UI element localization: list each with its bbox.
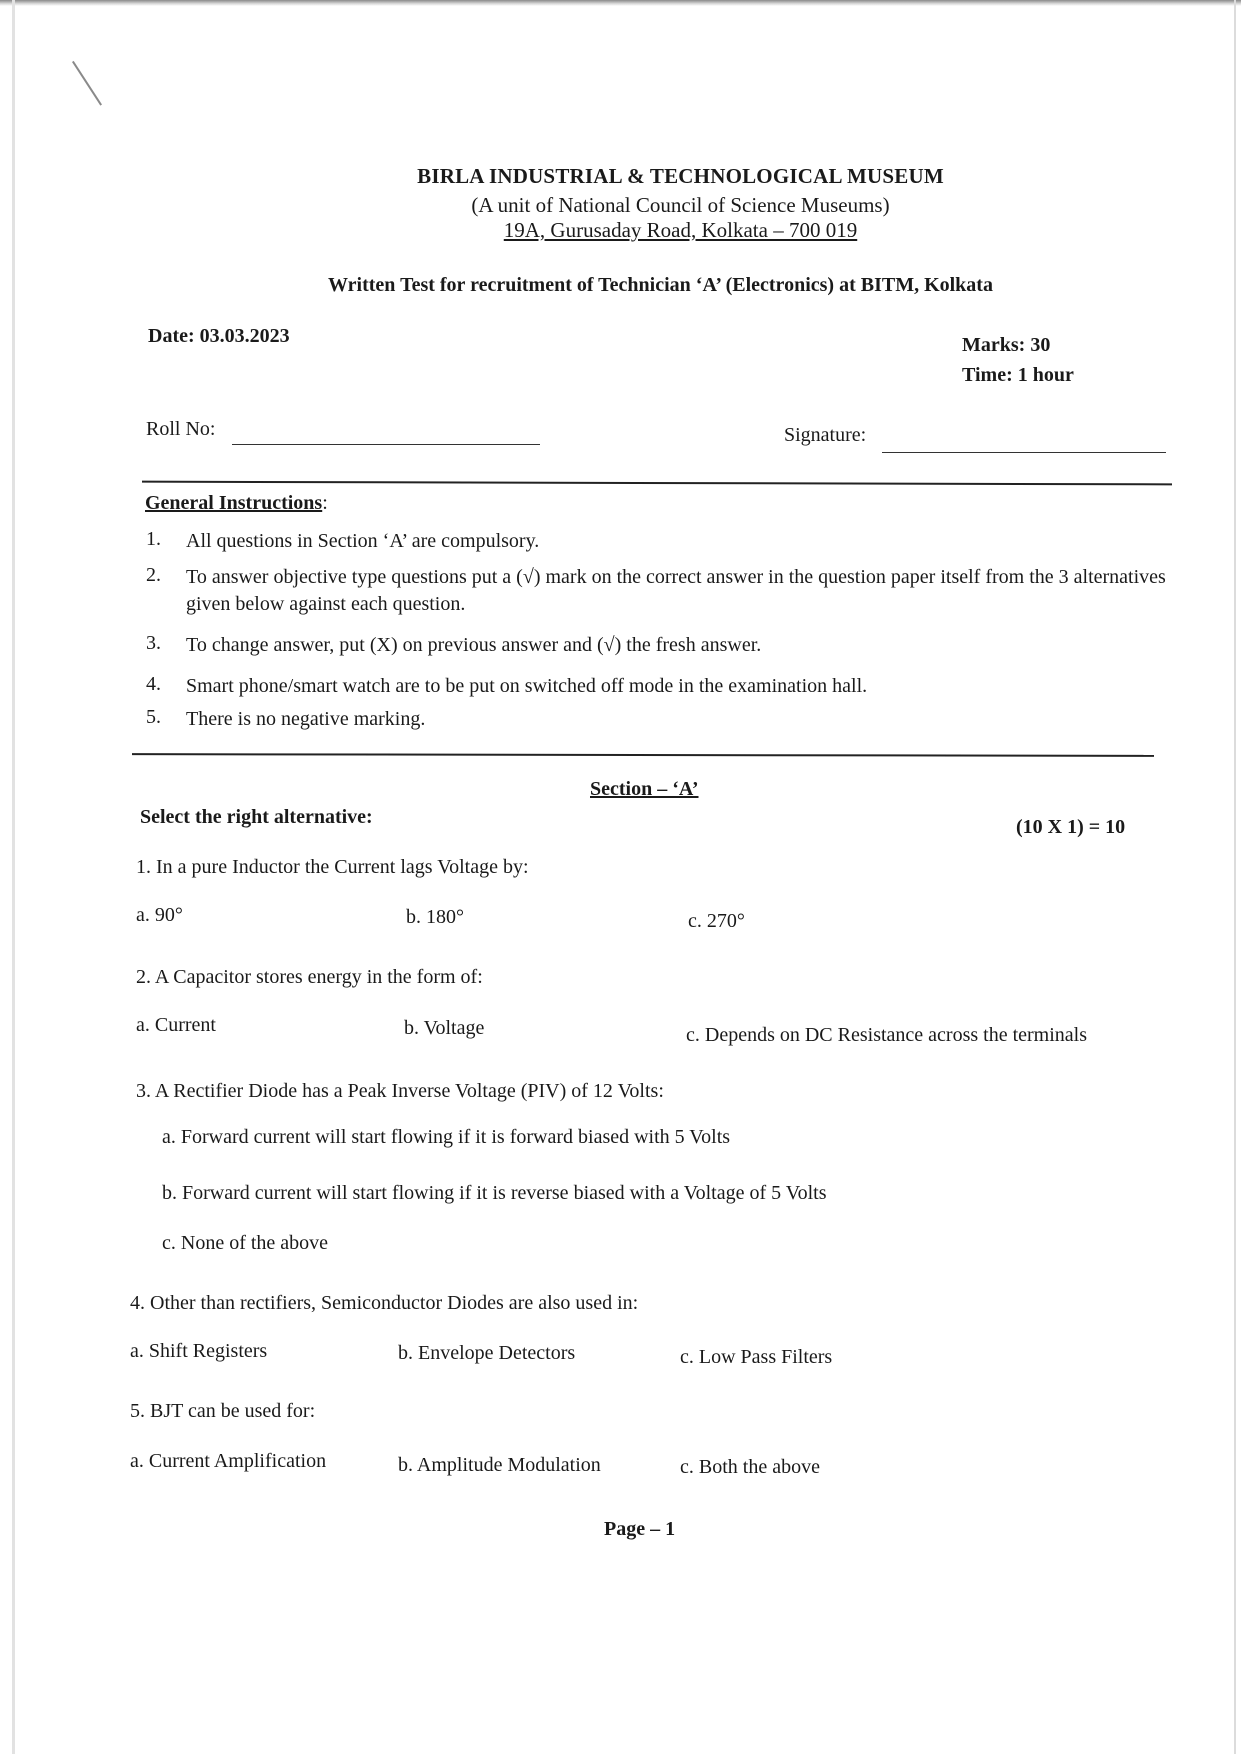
q5-option-b[interactable]: b. Amplitude Modulation	[398, 1454, 601, 1476]
instruction-number: 3.	[146, 632, 161, 654]
instruction-text: To change answer, put (X) on previous answer and (√) the fresh answer.	[186, 634, 762, 656]
divider	[142, 481, 1172, 486]
instructions-title: General Instructions	[145, 492, 323, 514]
instruction-text: Smart phone/smart watch are to be put on switched off mode in the examination hall.	[186, 675, 868, 697]
page-number: Page – 1	[604, 1518, 676, 1540]
question-1: 1. In a pure Inductor the Current lags Voltage by:	[136, 856, 529, 878]
instruction-number: 2.	[146, 564, 161, 586]
q1-option-a[interactable]: a. 90°	[136, 904, 183, 926]
roll-no-field[interactable]	[232, 444, 540, 445]
q3-option-b[interactable]: b. Forward current will start flowing if it is reverse biased with a Voltage of 5 Volts	[162, 1182, 827, 1204]
section-instruction: Select the right alternative:	[140, 806, 373, 828]
signature-label: Signature:	[784, 424, 867, 446]
instruction-text: All questions in Section ‘A’ are compulsory.	[186, 530, 540, 552]
scan-edge-top	[0, 0, 1241, 6]
q2-option-b[interactable]: b. Voltage	[404, 1017, 485, 1039]
exam-date: Date: 03.03.2023	[148, 325, 290, 347]
question-2: 2. A Capacitor stores energy in the form of:	[136, 966, 483, 988]
instruction-item	[146, 564, 1176, 618]
instruction-number: 5.	[146, 706, 161, 728]
q5-option-a[interactable]: a. Current Amplification	[130, 1450, 327, 1472]
q3-option-c[interactable]: c. None of the above	[162, 1232, 329, 1254]
q1-option-c[interactable]: c. 270°	[688, 910, 745, 932]
total-marks: Marks: 30	[962, 334, 1051, 356]
instruction-text: There is no negative marking.	[186, 708, 426, 730]
question-4: 4. Other than rectifiers, Semiconductor Diodes are also used in:	[130, 1292, 639, 1314]
instruction-number: 4.	[146, 673, 161, 695]
scan-edge-right	[1234, 0, 1236, 1754]
q2-option-c[interactable]: c. Depends on DC Resistance across the terminals	[686, 1024, 1088, 1046]
institution-address	[60, 218, 1241, 243]
institution-name: BIRLA INDUSTRIAL & TECHNOLOGICAL MUSEUM	[417, 164, 944, 188]
instruction-item	[146, 528, 1186, 555]
address-text: 19A, Gurusaday Road, Kolkata – 700 019	[503, 218, 858, 242]
instruction-text: To answer objective type questions put a (√) mark on the correct answer in the question paper itself from the 3 alternatives given below against each question.	[186, 566, 1166, 615]
instruction-item	[146, 632, 1186, 659]
institution-subtitle: (A unit of National Council of Science Museums)	[471, 193, 890, 217]
roll-no-label: Roll No:	[146, 418, 216, 440]
scan-edge-left	[12, 0, 15, 1754]
instruction-item	[146, 706, 1186, 733]
divider	[132, 753, 1154, 757]
q1-option-b[interactable]: b. 180°	[406, 906, 464, 928]
instruction-number: 1.	[146, 528, 161, 550]
exam-duration: Time: 1 hour	[962, 364, 1074, 386]
q3-option-a[interactable]: a. Forward current will start flowing if it is forward biased with 5 Volts	[162, 1126, 731, 1148]
q4-option-c[interactable]: c. Low Pass Filters	[680, 1346, 833, 1368]
q2-option-a[interactable]: a. Current	[136, 1014, 216, 1036]
instructions-colon: :	[322, 492, 328, 514]
instruction-item	[146, 673, 1186, 700]
question-3: 3. A Rectifier Diode has a Peak Inverse Voltage (PIV) of 12 Volts:	[136, 1080, 664, 1102]
test-title: Written Test for recruitment of Technician ‘A’ (Electronics) at BITM, Kolkata	[328, 274, 993, 296]
instructions-heading	[145, 492, 328, 515]
pen-stroke-mark	[72, 61, 102, 106]
section-title: Section – ‘A’	[590, 778, 699, 800]
q4-option-a[interactable]: a. Shift Registers	[130, 1340, 268, 1362]
q4-option-b[interactable]: b. Envelope Detectors	[398, 1342, 576, 1364]
q5-option-c[interactable]: c. Both the above	[680, 1456, 820, 1478]
question-5: 5. BJT can be used for:	[130, 1400, 316, 1422]
section-marks: (10 X 1) = 10	[1016, 816, 1126, 838]
signature-field[interactable]	[882, 452, 1166, 453]
